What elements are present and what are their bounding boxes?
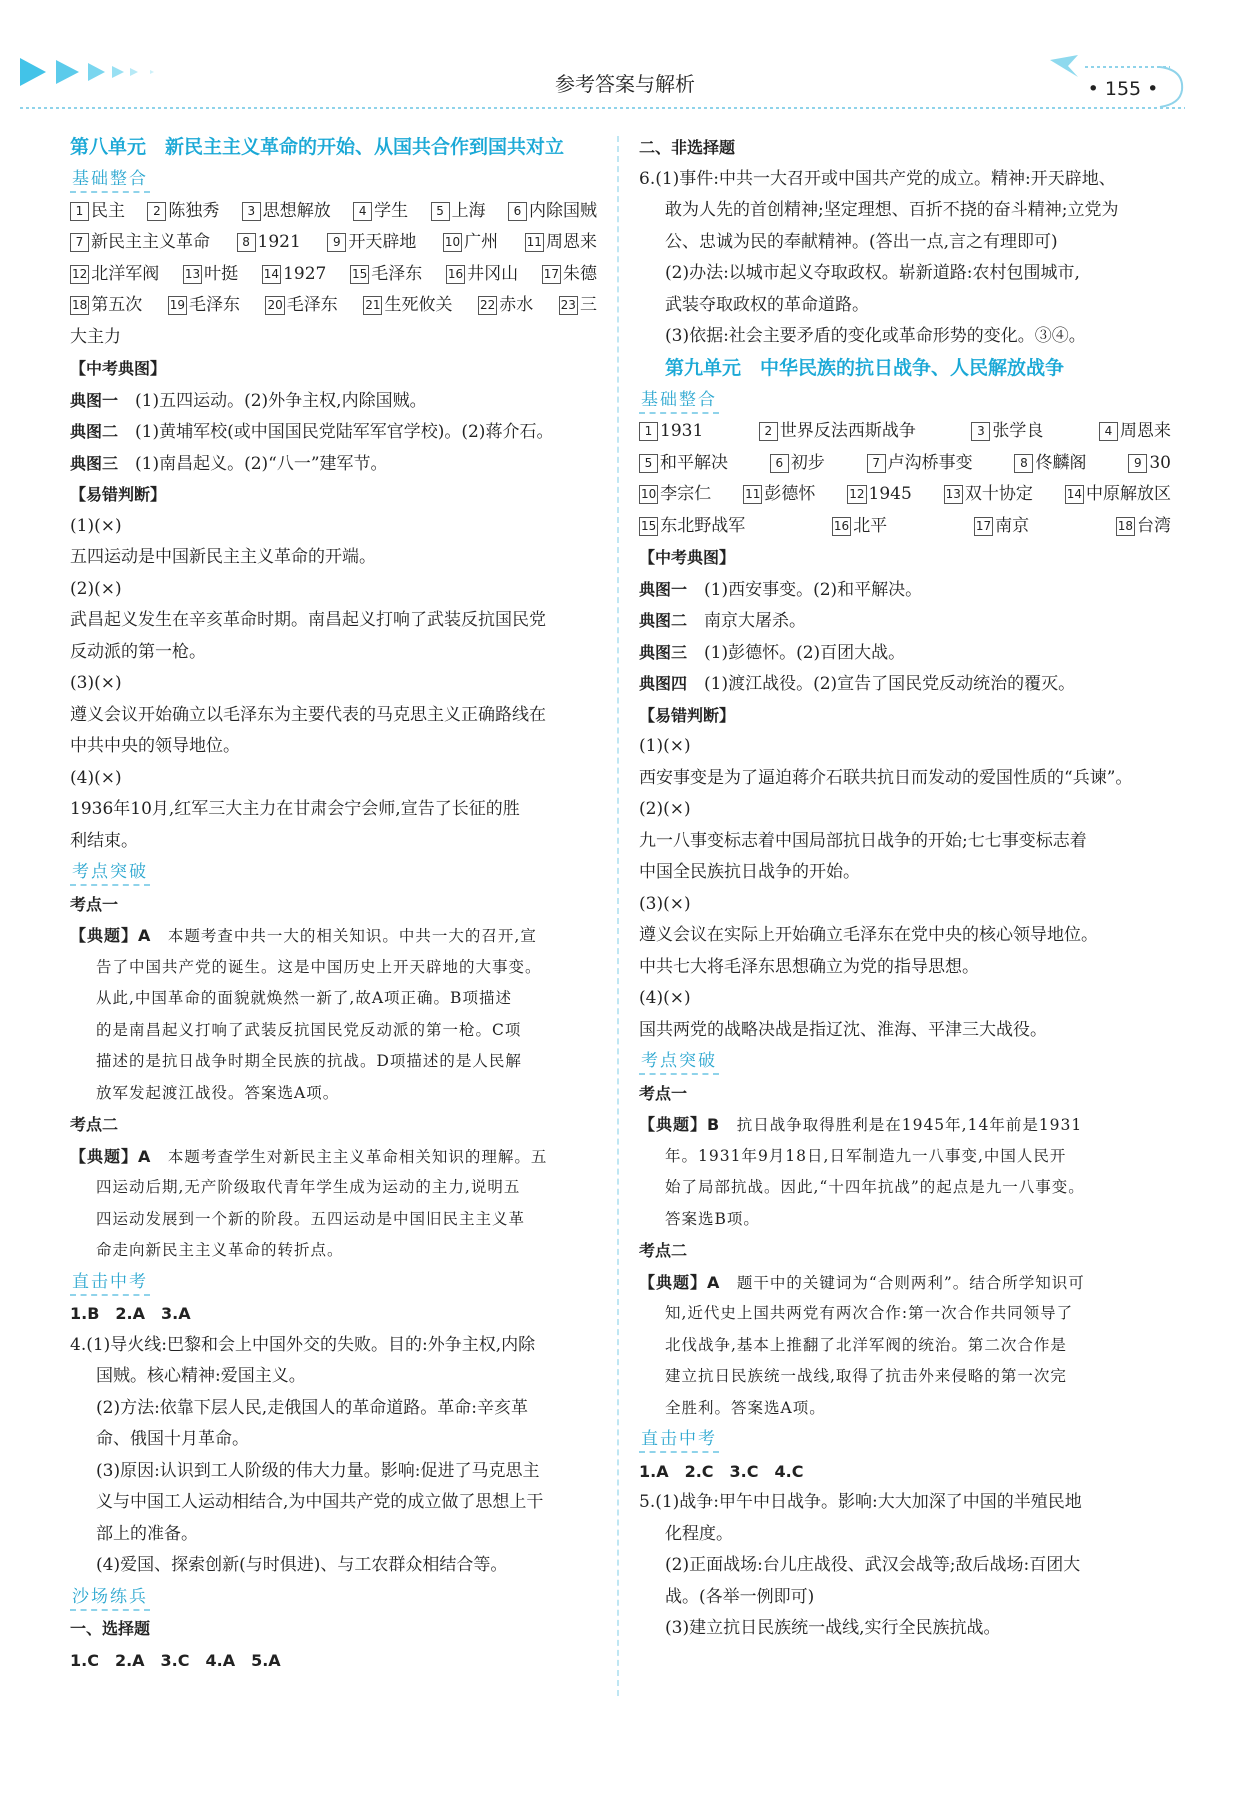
kd2-heading: 考点二: [70, 1115, 119, 1134]
answer-text: 内除国贼: [528, 200, 597, 221]
answer-text: 毛泽东: [371, 263, 423, 284]
text-line: 国共两党的战略决战是指辽沈、淮海、平津三大战役。: [639, 1019, 1047, 1040]
header-decoration: [0, 0, 1250, 118]
answer-number: 6: [770, 454, 789, 473]
answer-item: [639, 479, 711, 511]
diantu-text: (1)南昌起义。(2)“八一”建军节。: [135, 453, 388, 474]
unit9-title: 第九单元 中华民族的抗日战争、人民解放战争: [665, 356, 1065, 379]
diantu-row: [70, 385, 597, 417]
answer-number: 4: [353, 202, 372, 221]
kd2-first-line: 【典题】A 本题考查学生对新民主主义革命相关知识的理解。五: [70, 1146, 548, 1166]
text-line: 知,近代史上国共两党有两次合作:第一次合作共同领导了: [665, 1304, 1074, 1322]
zhiji-heading: 直击中考: [70, 1267, 597, 1299]
answer-number: 23: [559, 296, 578, 315]
kd1-heading-right: 考点一: [639, 1083, 688, 1103]
text-line: (2)(×): [70, 578, 122, 599]
text-line: 始了局部抗战。因此,“十四年抗战”的起点是九一八事变。: [665, 1178, 1085, 1196]
answer-number: 13: [944, 485, 963, 504]
answer-item: [559, 290, 597, 322]
kd2-lines-right: [639, 1298, 1171, 1424]
text-line: (3)原因:认识到工人阶级的伟大力量。影响:促进了马克思主: [96, 1460, 540, 1481]
text-line: 战。(各举一例即可): [665, 1586, 815, 1607]
answer-item: [431, 196, 486, 228]
answer-text: 佟麟阁: [1035, 452, 1087, 473]
answer-text: 1931: [660, 421, 704, 441]
diantu-text: (1)渡江战役。(2)宣告了国民党反动统治的覆灭。: [704, 674, 1076, 694]
answer-text: 世界反法西斯战争: [779, 421, 916, 441]
answer-item: [70, 227, 210, 259]
jichu-tail: 大主力: [70, 326, 121, 347]
answer-item: [443, 227, 498, 259]
answer-text: 1921: [257, 232, 301, 252]
jichu-grid-right: [639, 416, 1171, 542]
answer-item: [974, 511, 1029, 543]
answer-number: 12: [70, 265, 89, 284]
text-line: (2)办法:以城市起义夺取政权。崭新道路:农村包围城市,: [665, 263, 1080, 283]
text-line: 北伐战争,基本上推翻了北洋军阀的统治。第二次合作是: [665, 1335, 1067, 1354]
answer-item: [971, 416, 1043, 448]
answer-number: 4: [1099, 422, 1118, 441]
answer-number: 16: [832, 517, 851, 536]
answer-item: [867, 448, 973, 480]
answer-text: 第五次: [91, 295, 143, 315]
diantu-label: 典图四: [639, 674, 688, 693]
answer-item: [70, 290, 142, 322]
answer-text: 赤水: [499, 295, 534, 315]
answer-text: 生死攸关: [384, 295, 453, 315]
left-column: [70, 132, 597, 1676]
answer-text: 张学良: [992, 421, 1044, 441]
header-title: 参考答案与解析: [555, 72, 695, 96]
answer-text: 民主: [91, 200, 125, 221]
answer-text: 开天辟地: [348, 232, 417, 252]
diantu-label: 典图三: [639, 642, 688, 662]
text-line: (3)(×): [70, 673, 122, 693]
answer-item: [743, 479, 815, 511]
answer-number: 9: [1128, 454, 1147, 473]
answer-number: 2: [759, 422, 778, 441]
text-line: (2)方法:依靠下层人民,走俄国人的革命道路。革命:辛亥革: [96, 1397, 528, 1418]
text-line: 答案选B项。: [665, 1209, 760, 1228]
text-line: 武装夺取政权的革命道路。: [665, 294, 869, 315]
xuanze-heading: 一、选择题: [70, 1619, 151, 1638]
answer-item: [1014, 448, 1086, 480]
diantu-label: 典图三: [70, 453, 119, 473]
answer-item: [147, 196, 219, 228]
text-line: 命、俄国十月革命。: [96, 1429, 249, 1449]
answer-number: 6: [508, 202, 527, 221]
right-column: [639, 132, 1171, 1645]
answer-item: [759, 416, 916, 448]
answer-number: 18: [1116, 517, 1135, 536]
answer-row: [639, 511, 1171, 543]
text-line: 部上的准备。: [96, 1523, 198, 1544]
text-line: 敢为人先的首创精神;坚定理想、百折不挠的奋斗精神;立党为: [665, 200, 1119, 220]
answer-number: 3: [971, 422, 990, 441]
answer-text: 毛泽东: [286, 295, 338, 315]
text-line: 反动派的第一枪。: [70, 641, 206, 662]
answer-item: [1099, 416, 1171, 448]
answer-item: [1116, 511, 1171, 543]
text-line: (1)(×): [639, 736, 691, 756]
text-line: (2)(×): [639, 799, 691, 819]
answer-number: 14: [1065, 485, 1084, 504]
answer-number: 22: [478, 296, 497, 315]
diantu-row: [70, 416, 597, 448]
answer-text: 1945: [868, 484, 912, 504]
kd1-lines: [70, 952, 597, 1110]
diantu-text: (1)西安事变。(2)和平解决。: [704, 579, 923, 600]
text-line: 中共七大将毛泽东思想确立为党的指导思想。: [639, 956, 979, 977]
diantu-label: 典图一: [639, 579, 688, 599]
text-line: 1936年10月,红军三大主力在甘肃会宁会师,宣告了长征的胜: [70, 799, 520, 819]
text-line: 五四运动是中国新民主主义革命的开端。: [70, 547, 376, 567]
answer-text: 毛泽东: [189, 295, 241, 315]
answer-number: 17: [974, 517, 993, 536]
answer-item: [168, 290, 240, 322]
text-line: 遵义会议开始确立以毛泽东为主要代表的马克思主义正确路线在: [70, 704, 546, 725]
text-line: 武昌起义发生在辛亥革命时期。南昌起义打响了武装反抗国民党: [70, 610, 546, 630]
answer-row: [639, 479, 1171, 511]
answer-item: [262, 259, 327, 291]
kd1-first-line-right: 【典题】B 抗日战争取得胜利是在1945年,14年前是1931: [639, 1115, 1083, 1134]
page-number: • 155 •: [1087, 78, 1159, 100]
kd1-lines-right: [639, 1141, 1171, 1236]
answer-number: 5: [639, 454, 658, 473]
answer-item: [639, 511, 745, 543]
text-line: (1)(×): [70, 515, 122, 536]
answer-item: [639, 448, 728, 480]
answer-number: 7: [867, 454, 886, 473]
answer-text: 广州: [464, 232, 499, 252]
text-line: 4.(1)导火线:巴黎和会上中国外交的失败。目的:外争主权,内除: [70, 1334, 536, 1355]
answer-text: 彭德怀: [764, 484, 816, 504]
diantu-row: [70, 448, 597, 480]
text-line: 全胜利。答案选A项。: [665, 1398, 826, 1417]
answer-text: 叶挺: [204, 263, 239, 284]
answer-item: [183, 259, 238, 291]
kaodian-heading-right: 考点突破: [639, 1046, 1171, 1078]
answer-text: 南京: [995, 515, 1030, 536]
text-line: (3)(×): [639, 893, 691, 914]
diantu-label: 典图二: [639, 611, 688, 630]
answer-number: 10: [443, 233, 462, 252]
answer-row: [639, 416, 1171, 448]
answer-text: 中原解放区: [1085, 484, 1171, 504]
text-line: 年。1931年9月18日,日军制造九一八事变,中国人民开: [665, 1146, 1067, 1165]
text-line: 化程度。: [665, 1523, 733, 1544]
zhiji-heading-right: 直击中考: [639, 1424, 1171, 1456]
answer-item: [327, 227, 416, 259]
answer-item: [70, 196, 125, 228]
text-line: (4)(×): [70, 767, 122, 788]
kd1-heading: 考点一: [70, 894, 119, 914]
answer-text: 三: [579, 295, 597, 315]
yicuo-heading-right: 【易错判断】: [639, 705, 736, 725]
answer-number: 9: [327, 233, 346, 252]
text-line: 的是南昌起义打响了武装反抗国民党反动派的第一枪。C项: [96, 1020, 522, 1039]
jichu-heading-right: 基础整合: [639, 385, 1171, 417]
answer-text: 上海: [451, 200, 486, 221]
text-line: 中共中央的领导地位。: [70, 736, 240, 756]
diantu-text: (1)五四运动。(2)外争主权,内除国贼。: [135, 390, 427, 411]
diantu-row: [639, 668, 1171, 700]
answer-row: [70, 290, 597, 322]
answer-item: [847, 479, 912, 511]
text-line: 利结束。: [70, 830, 138, 851]
yicuo-heading: 【易错判断】: [70, 485, 167, 504]
shachang-heading: 沙场练兵: [70, 1582, 597, 1614]
answer-number: 3: [242, 202, 261, 221]
text-line: 四运动后期,无产阶级取代青年学生成为运动的主力,说明五: [96, 1178, 521, 1196]
answer-text: 周恩来: [545, 232, 597, 252]
answer-text: 学生: [374, 200, 409, 221]
diantu-text: (1)彭德怀。(2)百团大战。: [704, 642, 906, 663]
answer-number: 10: [639, 485, 658, 504]
answer-item: [353, 196, 408, 228]
answer-item: [363, 290, 452, 322]
answer-row: [639, 448, 1171, 480]
text-line: (3)依据:社会主要矛盾的变化或革命形势的变化。③④。: [665, 326, 1086, 346]
answer-number: 16: [446, 265, 465, 284]
zhiji-answers-right: 1.A 2.C 3.C 4.C: [639, 1461, 804, 1481]
zhiji-lines-right: [639, 1487, 1171, 1645]
text-line: 中国全民族抗日战争的开始。: [639, 862, 860, 882]
diantu-row: [639, 605, 1171, 637]
answer-number: 8: [1014, 454, 1033, 473]
answer-item: [770, 448, 825, 480]
answer-text: 新民主主义革命: [91, 232, 210, 252]
text-line: 国贼。核心精神:爱国主义。: [96, 1366, 306, 1386]
answer-item: [446, 259, 518, 291]
column-divider: [617, 136, 619, 1696]
answer-number: 11: [743, 485, 762, 504]
text-line: (2)正面战场:台儿庄战役、武汉会战等;敌后战场:百团大: [665, 1555, 1081, 1575]
text-line: 5.(1)战争:甲午中日战争。影响:大大加深了中国的半殖民地: [639, 1492, 1082, 1512]
answer-item: [639, 416, 703, 448]
diantu-label: 典图二: [70, 422, 119, 441]
kd2-heading-right: 考点二: [639, 1241, 688, 1260]
text-line: (3)建立抗日民族统一战线,实行全民族抗战。: [665, 1618, 1001, 1638]
answer-number: 17: [542, 265, 561, 284]
text-line: 命走向新民主主义革命的转折点。: [96, 1241, 344, 1259]
answer-item: [525, 227, 597, 259]
answer-number: 11: [525, 233, 544, 252]
q6-lines: [639, 164, 1171, 353]
text-line: 从此,中国革命的面貌就焕然一新了,故A项正确。B项描述: [96, 989, 512, 1007]
answer-text: 朱德: [563, 263, 597, 284]
yicuo-list: [70, 511, 597, 858]
answer-text: 卢沟桥事变: [887, 452, 973, 473]
text-line: 告了中国共产党的诞生。这是中国历史上开天辟地的大事变。: [96, 957, 542, 976]
answer-text: 周恩来: [1120, 421, 1171, 441]
zhiji-lines: [70, 1330, 597, 1582]
answer-text: 台湾: [1137, 515, 1171, 536]
text-line: 公、忠诚为民的奉献精神。(答出一点,言之有理即可): [665, 231, 1058, 252]
answer-number: 1: [639, 422, 658, 441]
answer-text: 井冈山: [467, 263, 519, 284]
answer-item: [542, 259, 597, 291]
text-line: 放军发起渡江战役。答案选A项。: [96, 1083, 340, 1102]
kd2-first-line-right: 【典题】A 题干中的关键词为“合则两利”。结合所学知识可: [639, 1272, 1085, 1292]
jichu-heading: 基础整合: [70, 164, 597, 196]
jichu-grid: [70, 196, 597, 322]
answer-number: 18: [70, 296, 89, 315]
answer-text: 东北野战军: [660, 515, 746, 536]
answer-number: 20: [265, 296, 284, 315]
answer-item: [478, 290, 533, 322]
answer-item: [237, 227, 301, 259]
text-line: (4)爱国、探索创新(与时俱进)、与工农群众相结合等。: [96, 1555, 508, 1575]
kd2-lines: [70, 1172, 597, 1267]
text-line: 西安事变是为了逼迫蒋介石联共抗日而发动的爱国性质的“兵谏”。: [639, 767, 1133, 788]
answer-number: 8: [237, 233, 256, 252]
diantu-row: [639, 574, 1171, 606]
answer-text: 思想解放: [262, 200, 331, 221]
answer-text: 初步: [790, 452, 825, 473]
answer-item: [265, 290, 337, 322]
answer-number: 2: [147, 202, 166, 221]
answer-number: 13: [183, 265, 202, 284]
answer-number: 7: [70, 233, 89, 252]
answer-item: [1065, 479, 1171, 511]
answer-item: [70, 259, 159, 291]
answer-item: [508, 196, 597, 228]
answer-text: 30: [1149, 452, 1171, 473]
kd1-first-line: 【典题】A 本题考查中共一大的相关知识。中共一大的召开,宣: [70, 926, 537, 945]
answer-text: 北平: [853, 515, 888, 536]
page-header: [0, 0, 1250, 118]
answer-row: [70, 196, 597, 228]
answer-number: 12: [847, 485, 866, 504]
unit8-title: 第八单元 新民主主义革命的开始、从国共合作到国共对立: [70, 136, 565, 158]
xuanze-answers: 1.C 2.A 3.C 4.A 5.A: [70, 1650, 281, 1670]
text-line: 九一八事变标志着中国局部抗日战争的开始;七七事变标志着: [639, 830, 1087, 851]
kaodian-heading: 考点突破: [70, 857, 597, 889]
diantu-row: [639, 637, 1171, 669]
answer-text: 和平解决: [660, 452, 728, 473]
zhongkao-heading-right: 【中考典图】: [639, 548, 736, 567]
answer-number: 21: [363, 296, 382, 315]
answer-item: [1128, 448, 1171, 480]
answer-text: 双十协定: [964, 484, 1033, 504]
text-line: 义与中国工人运动相结合,为中国共产党的成立做了思想上干: [96, 1492, 544, 1512]
feixuanze-heading: 二、非选择题: [639, 138, 736, 157]
answer-item: [350, 259, 422, 291]
answer-text: 北洋军阀: [91, 263, 160, 284]
answer-item: [944, 479, 1033, 511]
zhongkao-heading: 【中考典图】: [70, 359, 167, 378]
answer-number: 15: [350, 265, 369, 284]
text-line: 四运动发展到一个新的阶段。五四运动是中国旧民主主义革: [96, 1209, 526, 1228]
text-line: 6.(1)事件:中共一大召开或中国共产党的成立。精神:开天辟地、: [639, 168, 1116, 189]
answer-text: 李宗仁: [660, 484, 712, 504]
text-line: 建立抗日民族统一战线,取得了抗击外来侵略的第一次完: [665, 1367, 1067, 1385]
text-line: (4)(×): [639, 988, 691, 1008]
diantu-text: (1)黄埔军校(或中国国民党陆军军官学校)。(2)蒋介石。: [135, 422, 554, 442]
answer-number: 1: [70, 202, 89, 221]
answer-item: [832, 511, 887, 543]
answer-row: [70, 259, 597, 291]
text-line: 描述的是抗日战争时期全民族的抗战。D项描述的是人民解: [96, 1052, 522, 1070]
diantu-list: [70, 385, 597, 480]
answer-number: 14: [262, 265, 281, 284]
zhiji-answers: 1.B 2.A 3.A: [70, 1304, 191, 1323]
answer-number: 15: [639, 517, 658, 536]
answer-number: 5: [431, 202, 450, 221]
text-line: 遵义会议在实际上开始确立毛泽东在党中央的核心领导地位。: [639, 925, 1098, 945]
answer-text: 1927: [283, 263, 327, 284]
diantu-list-right: [639, 574, 1171, 700]
answer-item: [242, 196, 331, 228]
answer-text: 陈独秀: [168, 200, 220, 221]
diantu-label: 典图一: [70, 390, 119, 410]
diantu-text: 南京大屠杀。: [704, 611, 807, 631]
answer-row: [70, 227, 597, 259]
yicuo-list-right: [639, 731, 1171, 1046]
answer-number: 19: [168, 296, 187, 315]
